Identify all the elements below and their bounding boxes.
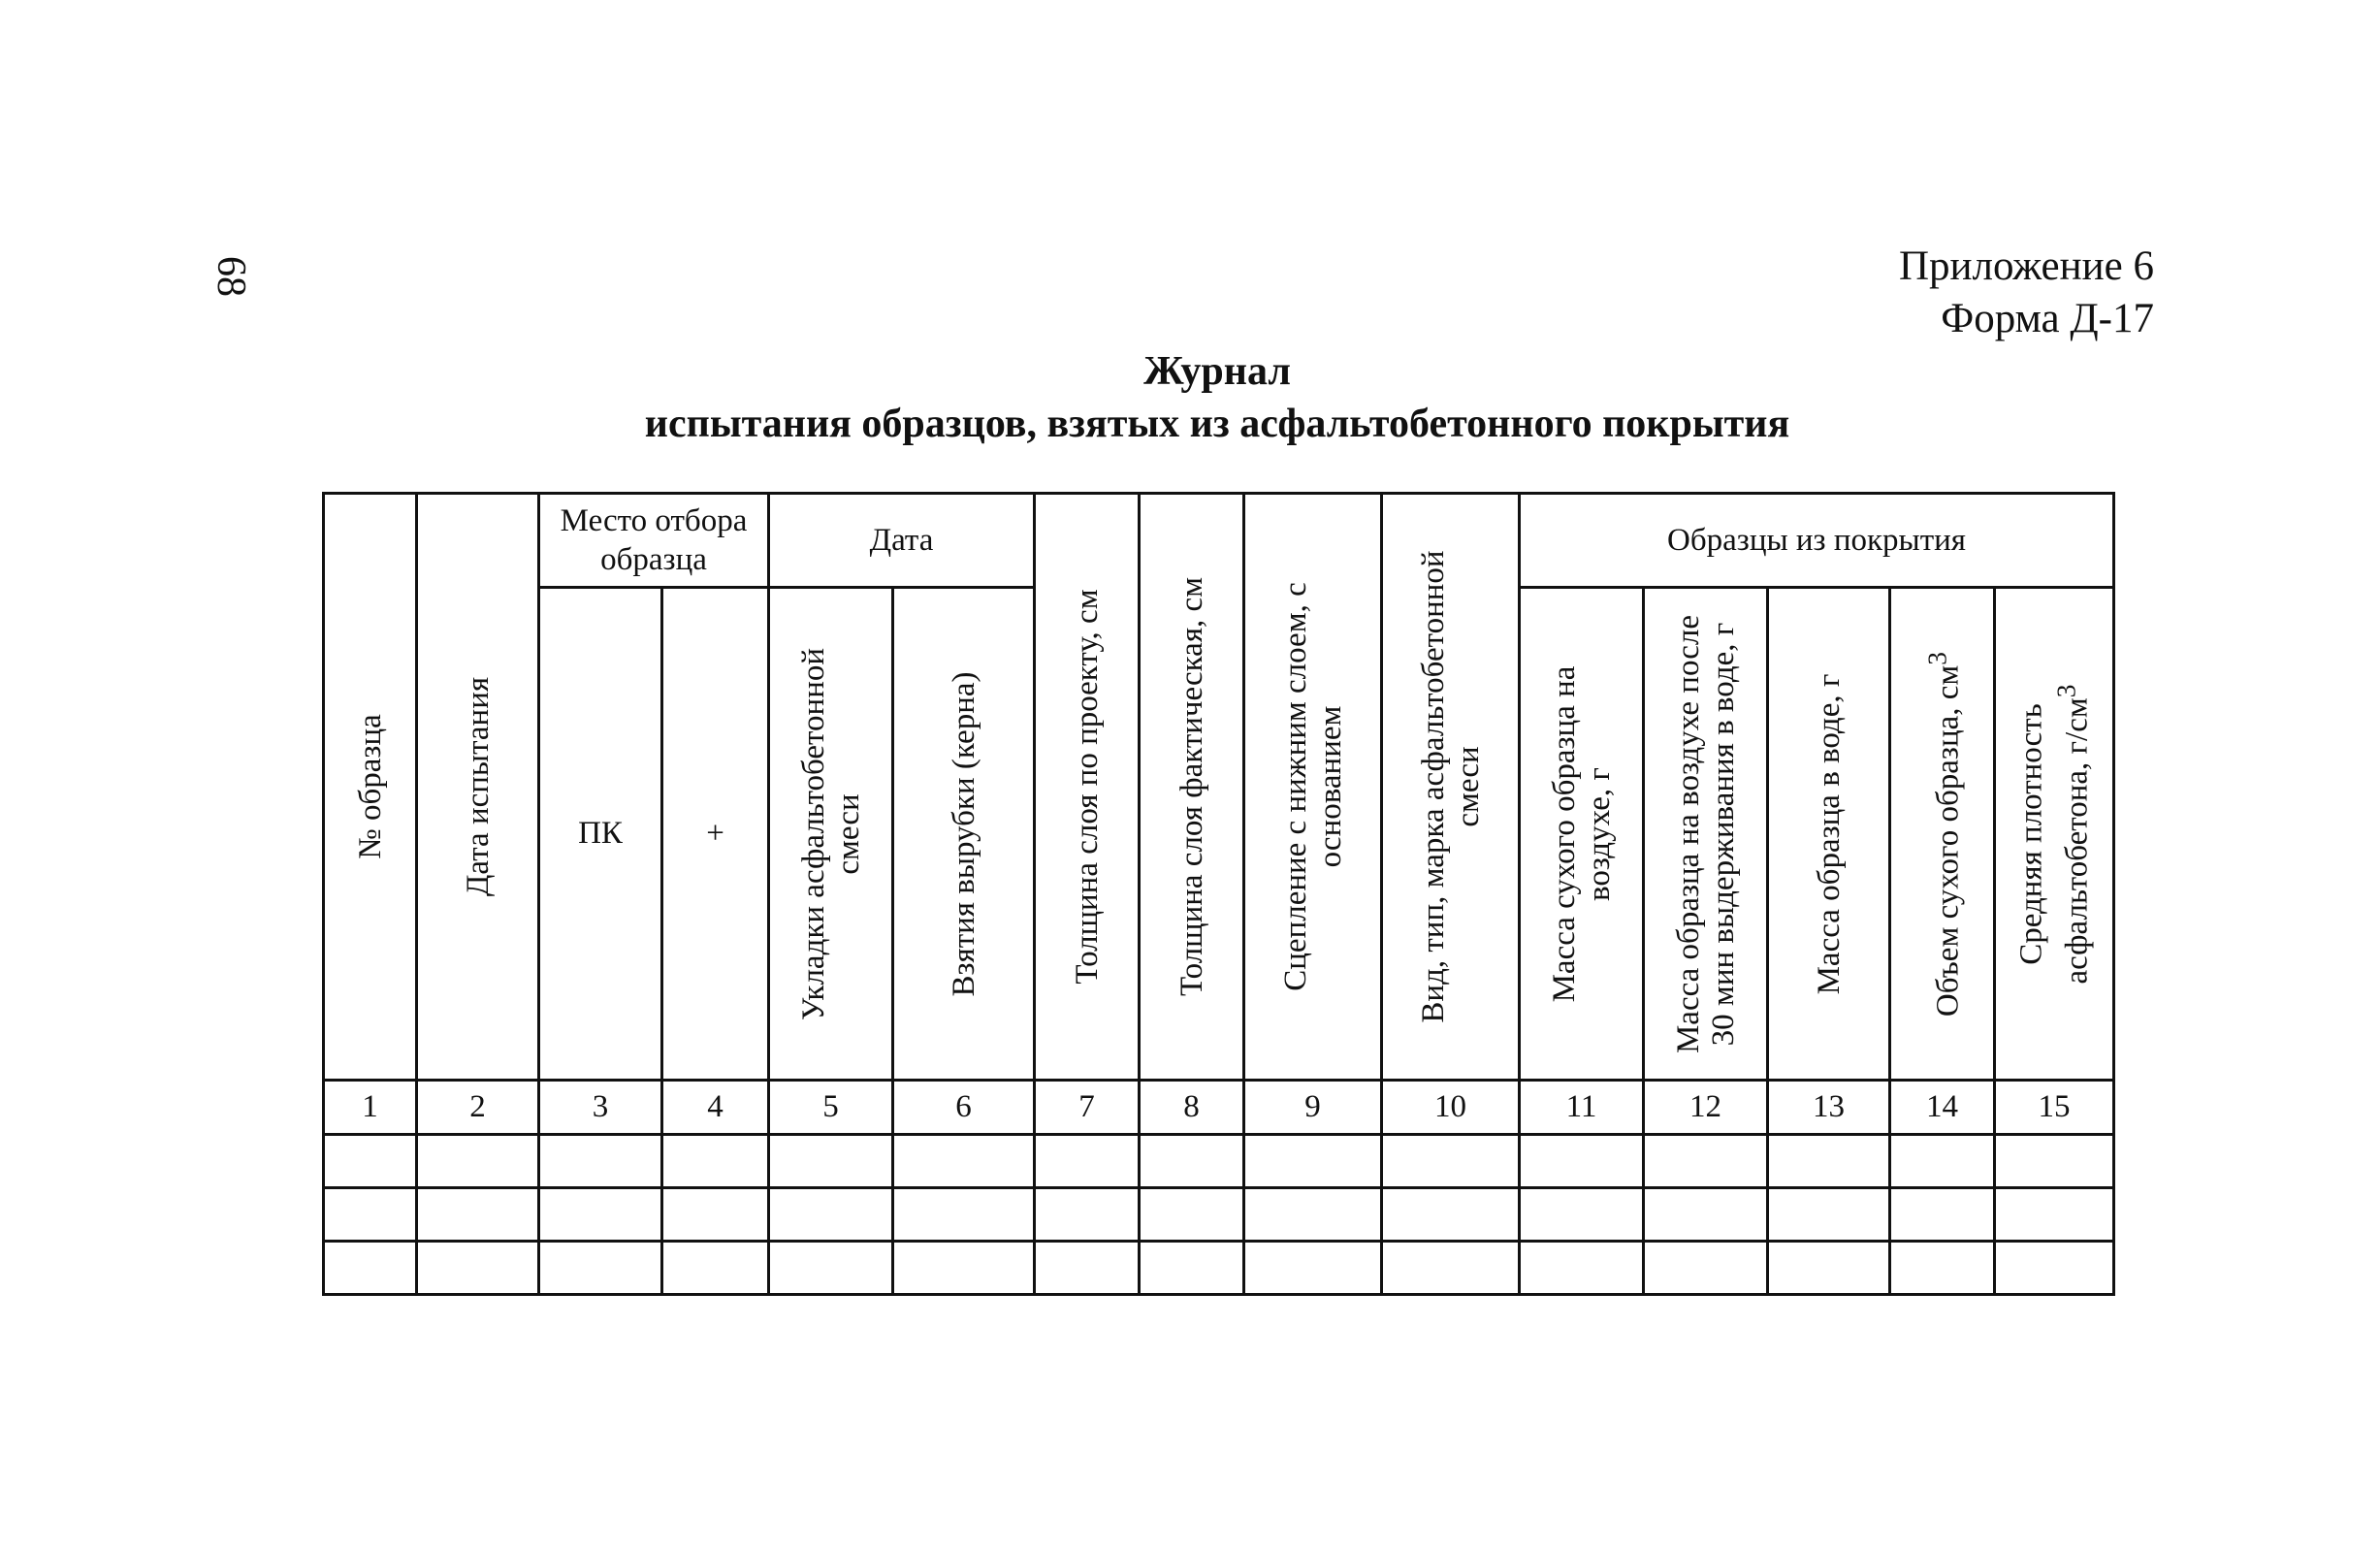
table-cell[interactable] [893, 1135, 1035, 1188]
journal-title: Журнал [1143, 349, 1291, 394]
header-cell [1140, 494, 1244, 1081]
header-test-date: Дата испытания [460, 676, 496, 897]
page-number: 68 [209, 256, 253, 297]
column-number: 6 [893, 1081, 1035, 1135]
table-cell[interactable] [1995, 1242, 2114, 1295]
header-cell [893, 588, 1035, 1081]
table-cell[interactable] [662, 1188, 769, 1242]
table-cell[interactable] [1244, 1135, 1382, 1188]
table-cell[interactable] [1768, 1135, 1890, 1188]
table-cell[interactable] [769, 1242, 893, 1295]
table-cell[interactable] [417, 1188, 539, 1242]
header-avg-density-text: Средняя плотность асфальтобетона, г/см [2013, 696, 2095, 985]
column-number: 11 [1520, 1081, 1644, 1135]
journal-table [322, 492, 2115, 1296]
table-cell[interactable] [893, 1242, 1035, 1295]
header-design-thickness: Толщина слоя по проекту, см [1069, 589, 1105, 985]
table-cell[interactable] [1520, 1188, 1644, 1242]
header-group-date: Дата [769, 494, 1035, 588]
header-cell [769, 588, 893, 1081]
empty-rows [324, 1135, 2114, 1295]
superscript: 3 [2050, 683, 2081, 697]
header-cell [1768, 588, 1890, 1081]
header-laying-date: Укладки асфальтобетонной смеси [795, 647, 866, 1020]
table-cell[interactable] [769, 1135, 893, 1188]
table-cell[interactable] [1995, 1188, 2114, 1242]
column-number: 12 [1644, 1081, 1768, 1135]
superscript: 3 [1921, 651, 1951, 665]
table-cell[interactable] [893, 1188, 1035, 1242]
table-cell[interactable] [1644, 1135, 1768, 1188]
column-number: 5 [769, 1081, 893, 1135]
table-cell[interactable] [417, 1135, 539, 1188]
header-row-groups [324, 494, 2114, 588]
header-avg-density [2014, 621, 2095, 1048]
column-number: 14 [1890, 1081, 1995, 1135]
header-cell [1382, 494, 1520, 1081]
header-cell [1520, 588, 1644, 1081]
header-cell [1995, 588, 2114, 1081]
table-cell[interactable] [417, 1242, 539, 1295]
table-cell[interactable] [1244, 1242, 1382, 1295]
table-cell[interactable] [1520, 1135, 1644, 1188]
header-group-samples: Образцы из покрытия [1520, 494, 2114, 588]
header-sample-number: № образца [352, 714, 388, 859]
header-mix-type: Вид, тип, марка асфальтобетонной смеси [1415, 550, 1486, 1023]
table-row [324, 1188, 2114, 1242]
table-cell[interactable] [1520, 1242, 1644, 1295]
header-cell [1890, 588, 1995, 1081]
column-number: 10 [1382, 1081, 1520, 1135]
header-dry-volume [1919, 621, 1965, 1048]
header-dry-mass-air: Масса сухого образца на воздухе, г [1546, 665, 1617, 1002]
header-actual-thickness: Толщина слоя фактическая, см [1174, 576, 1209, 997]
column-number: 7 [1035, 1081, 1140, 1135]
column-number: 1 [324, 1081, 417, 1135]
table-cell[interactable] [1140, 1242, 1244, 1295]
header-cell [1035, 494, 1140, 1081]
column-number: 3 [539, 1081, 662, 1135]
table-cell[interactable] [539, 1242, 662, 1295]
table-cell[interactable] [1890, 1188, 1995, 1242]
table-cell[interactable] [769, 1188, 893, 1242]
header-mass-in-water: Масса образца в воде, г [1811, 673, 1847, 994]
header-mass-after-water: Масса образца на воздухе после 30 мин выдерживания в воде, г [1670, 614, 1741, 1053]
table-cell[interactable] [1890, 1242, 1995, 1295]
header-adhesion: Сцепление с нижним слоем, с основанием [1277, 582, 1348, 991]
header-cell [1244, 494, 1382, 1081]
column-number: 15 [1995, 1081, 2114, 1135]
table-cell[interactable] [1035, 1135, 1140, 1188]
table-cell[interactable] [1995, 1135, 2114, 1188]
table-cell[interactable] [324, 1135, 417, 1188]
header-group-place: Место отбора образца [539, 494, 769, 588]
table-cell[interactable] [1140, 1188, 1244, 1242]
table-cell[interactable] [1644, 1188, 1768, 1242]
table-cell[interactable] [1890, 1135, 1995, 1188]
table-cell[interactable] [1768, 1242, 1890, 1295]
header-cell [417, 494, 539, 1081]
header-plus: + [662, 588, 769, 1081]
table-cell[interactable] [1140, 1135, 1244, 1188]
table-cell[interactable] [539, 1188, 662, 1242]
form-code: Форма Д-17 [1941, 296, 2154, 341]
table-cell[interactable] [324, 1242, 417, 1295]
table-cell[interactable] [1382, 1188, 1520, 1242]
header-pk: ПК [539, 588, 662, 1081]
header-cell [324, 494, 417, 1081]
header-dry-volume-text: Объем сухого образца, см [1930, 664, 1965, 1017]
table-cell[interactable] [662, 1135, 769, 1188]
column-number: 13 [1768, 1081, 1890, 1135]
column-number: 2 [417, 1081, 539, 1135]
table-cell[interactable] [324, 1188, 417, 1242]
column-number: 8 [1140, 1081, 1244, 1135]
journal-subtitle: испытания образцов, взятых из асфальтобетонного покрытия [644, 402, 1790, 446]
table-cell[interactable] [1244, 1188, 1382, 1242]
table-cell[interactable] [1768, 1188, 1890, 1242]
appendix-line: Приложение 6 [1898, 243, 2154, 289]
table-cell[interactable] [1382, 1242, 1520, 1295]
header-core-date: Взятия вырубки (керна) [946, 671, 981, 996]
column-number: 4 [662, 1081, 769, 1135]
appendix-label [1899, 241, 2154, 345]
table-cell[interactable] [1644, 1242, 1768, 1295]
header-cell [1644, 588, 1768, 1081]
table-row [324, 1135, 2114, 1188]
column-number: 9 [1244, 1081, 1382, 1135]
column-number-row [324, 1081, 2114, 1135]
table-cell[interactable] [539, 1135, 662, 1188]
table-cell[interactable] [662, 1242, 769, 1295]
table-cell[interactable] [1035, 1188, 1140, 1242]
table-row [324, 1242, 2114, 1295]
table-cell[interactable] [1382, 1135, 1520, 1188]
table-cell[interactable] [1035, 1242, 1140, 1295]
